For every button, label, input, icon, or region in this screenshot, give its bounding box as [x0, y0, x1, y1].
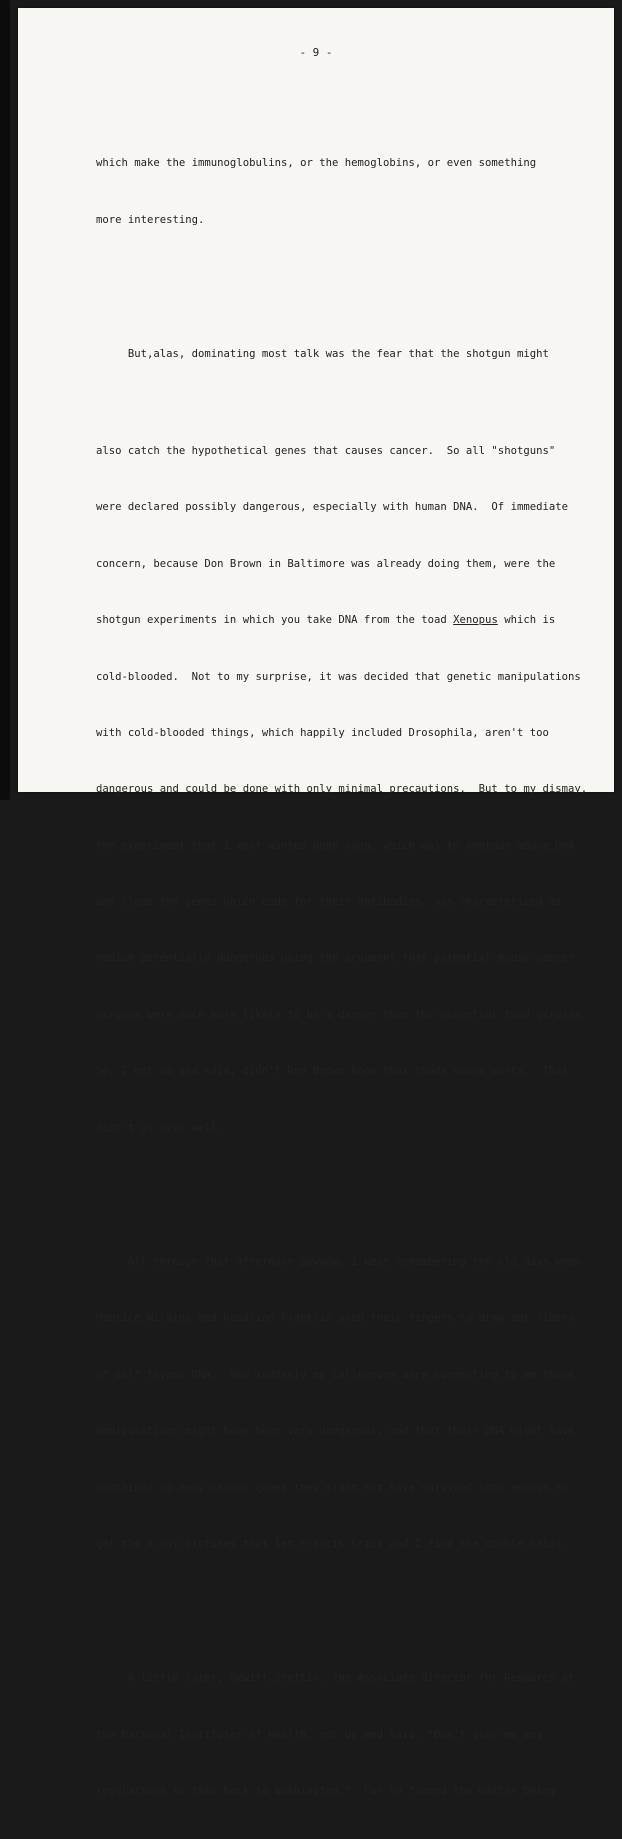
document-page: [18, 8, 614, 1798]
text-line: which make the immunoglobulins, or the hemoglobins, or even something: [96, 157, 537, 170]
text-line: medium potentially dangerous using the argument that potential mouse cancer: [96, 952, 575, 965]
text-line: get the X-ray pictures that let Francis Crick and I find the double helix.: [96, 1537, 568, 1550]
underlined-species-name: Xenopus: [453, 614, 498, 627]
text-line: dangerous and could be done with only minimal precautions. But to my dismay,: [96, 783, 588, 796]
text-line: more interesting.: [96, 213, 205, 226]
text-line-with-underline: [96, 611, 566, 630]
text-line: contained so many cancer genes they might not have survived long enough to: [96, 1481, 568, 1494]
text-line: and clone the genes which code for their antibodies, was characterized as: [96, 896, 562, 909]
text-line: cold-blooded. Not to my surprise, it was decided that genetic manipulations: [96, 670, 581, 683]
text-line: Maurice Wilkins and Rosalind Franklin used their fingers to draw out fibers: [96, 1312, 575, 1325]
body-text: [96, 98, 588, 1839]
scanner-edge: [0, 0, 10, 800]
text-line: were declared possibly dangerous, especially with human DNA. Of immediate: [96, 501, 568, 514]
text-line: concern, because Don Brown in Baltimore was already doing them, were the: [96, 557, 556, 570]
page-number: - 9 -: [299, 46, 333, 59]
text-line: didn't go over well.: [96, 1121, 224, 1134]
text-line: with cold-blooded things, which happily included Drosophila, aren't too: [96, 726, 549, 739]
text-line: viruses were much more likely to be a danger than the potential toad viruses.: [96, 1008, 588, 1021]
text-segment: shotgun experiments in which you take DNA from the toad: [96, 614, 454, 627]
text-segment: which is: [497, 614, 556, 627]
text-line: also catch the hypothetical genes that causes cancer. So all "shotguns": [96, 444, 556, 457]
text-line: of calf thymus DNA. Now suddenly my colleagues were suggesting to me these: [96, 1368, 575, 1381]
text-line: But,alas, dominating most talk was the fear that the shotgun might: [96, 348, 549, 361]
text-line: So, I got up and said, didn't Don Brown know that toads cause warts. That: [96, 1065, 568, 1078]
text-line: the National Institutes of Health, got up and said, "Don't give me any: [96, 1728, 543, 1741]
text-line: A little later, Dewitt Stettin, the Associate Director for Research at: [96, 1672, 575, 1685]
text-line: manipulations might have been very dangerous, and that their DNA might have: [96, 1425, 575, 1438]
text-line: regulations to take back to Washington." For he feared the matter being: [96, 1785, 556, 1798]
text-line: the experiment that I most wanted done soon, which was to shotgun mouse DNA: [96, 839, 575, 852]
text-line: All through that afternoon powwow, I kept remembering the old days when: [96, 1256, 581, 1268]
